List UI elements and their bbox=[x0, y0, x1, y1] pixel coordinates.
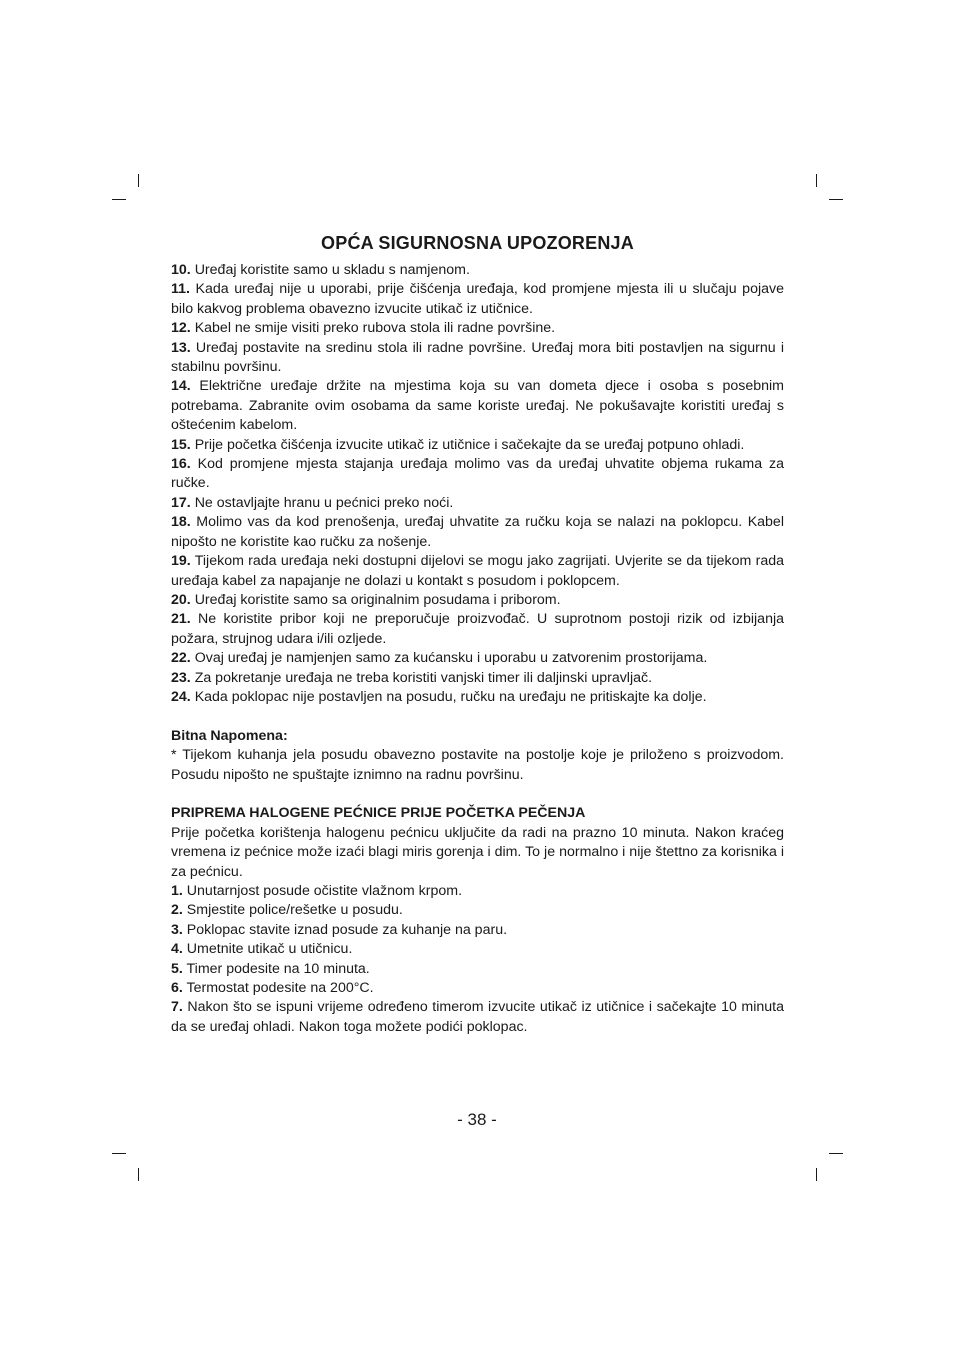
item-text: Za pokretanje uređaja ne treba koristiti vanjski timer ili daljinski upravljač. bbox=[194, 669, 653, 686]
item-number: 17. bbox=[171, 494, 191, 511]
list-item bbox=[171, 998, 784, 1037]
note-text: * Tijekom kuhanja jela posudu obavezno postavite na postolje koje je priloženo s proizvodom. Posudu nipošto ne spuštajte iznimno na radnu površinu. bbox=[171, 747, 784, 783]
item-number: 10. bbox=[171, 262, 191, 278]
list-item bbox=[171, 552, 784, 591]
crop-mark-bottom-left-horizontal bbox=[112, 1153, 126, 1154]
item-number: 4. bbox=[171, 941, 183, 958]
item-text: Električne uređaje držite na mjestima koja su van dometa djece i osoba s posebnim potrebama. Zabranite ovim osobama da same koriste uređaj. Ne pokušavajte koristiti uređaj s oštećenim kabelom. bbox=[171, 378, 784, 434]
item-text: Ne koristite pribor koji ne preporučuje proizvođač. U suprotnom postoji rizik od izbijanja požara, strujnog udara i/ili ozljede. bbox=[171, 611, 785, 647]
list-item bbox=[171, 280, 784, 319]
item-text: Umetnite utikač u utičnicu. bbox=[186, 941, 353, 958]
list-item bbox=[171, 669, 784, 688]
note-section bbox=[171, 727, 784, 785]
item-number: 3. bbox=[171, 921, 183, 938]
prep-section bbox=[171, 804, 784, 1037]
spacer bbox=[171, 707, 784, 726]
item-text: Molimo vas da kod prenošenja, uređaj uhvatite za ručku koja se nalazi na poklopcu. Kabel nipošto ne koristite kao ručku za nošenje. bbox=[171, 514, 784, 550]
item-number: 15. bbox=[171, 436, 191, 453]
section-intro: Prije početka korištenja halogenu pećnicu uključite da radi na prazno 10 minuta. Nakon kraćeg vremena iz pećnice može izaći blagi miris gorenja i dim. To je normalno i nije štettno za korisnika i za pećnicu. bbox=[171, 824, 784, 880]
document-body bbox=[171, 261, 784, 1037]
crop-mark-bottom-right-horizontal bbox=[829, 1153, 843, 1154]
item-number: 7. bbox=[171, 999, 183, 1016]
list-item bbox=[171, 339, 784, 378]
note-heading: Bitna Napomena: bbox=[171, 727, 288, 744]
list-item bbox=[171, 940, 784, 959]
item-text: Kada poklopac nije postavljen na posudu, ručku na uređaju ne pritiskajte ka dolje. bbox=[194, 688, 707, 705]
item-text: Smjestite police/rešetke u posudu. bbox=[186, 902, 403, 919]
list-item bbox=[171, 649, 784, 668]
item-text: Termostat podesite na 200°C. bbox=[186, 980, 374, 996]
crop-mark-bottom-right-vertical bbox=[816, 1168, 817, 1181]
item-text: Kod promjene mjesta stajanja uređaja molimo vas da uređaj uhvatite objema rukama za ručke. bbox=[171, 456, 784, 492]
item-number: 5. bbox=[171, 960, 183, 977]
crop-mark-top-right-vertical bbox=[816, 174, 817, 187]
item-number: 1. bbox=[171, 882, 183, 899]
crop-mark-top-right-horizontal bbox=[829, 199, 843, 200]
item-number: 13. bbox=[171, 339, 191, 356]
item-text: Unutarnjost posude očistite vlažnom krpom. bbox=[186, 882, 463, 899]
item-number: 20. bbox=[171, 591, 191, 608]
item-text: Kabel ne smije visiti preko rubova stola ili radne površine. bbox=[194, 320, 556, 337]
item-text: Uređaj koristite samo sa originalnim posudama i priborom. bbox=[194, 591, 561, 608]
list-item bbox=[171, 610, 784, 649]
warnings-list bbox=[171, 261, 784, 707]
list-item bbox=[171, 591, 784, 610]
list-item bbox=[171, 901, 784, 920]
item-number: 12. bbox=[171, 320, 191, 337]
item-number: 23. bbox=[171, 669, 191, 686]
item-number: 2. bbox=[171, 902, 183, 919]
item-text: Prije početka čišćenja izvucite utikač iz utičnice i sačekajte da se uređaj potpuno ohladi. bbox=[194, 436, 745, 453]
item-number: 16. bbox=[171, 456, 191, 473]
section-heading: PRIPREMA HALOGENE PEĆNICE PRIJE POČETKA PEČENJA bbox=[171, 805, 586, 822]
item-text: Ne ostavljajte hranu u pećnici preko noći. bbox=[194, 494, 454, 511]
item-text: Uređaj postavite na sredinu stola ili radne površine. Uređaj mora biti postavljen na sigurnu i stabilnu površinu. bbox=[171, 339, 784, 376]
item-text: Nakon što se ispuni vrijeme određeno timerom izvucite utikač iz utičnice i sačekajte 10 minuta da se uređaj ohladi. Nakon toga možete podići poklopac. bbox=[171, 999, 784, 1035]
item-text: Uređaj koristite samo u skladu s namjenom. bbox=[194, 262, 470, 278]
list-item bbox=[171, 261, 784, 280]
item-number: 24. bbox=[171, 688, 191, 705]
item-number: 19. bbox=[171, 553, 191, 570]
item-text: Ovaj uređaj je namjenjen samo za kućansku i uporabu u zatvorenim prostorijama. bbox=[194, 650, 708, 667]
item-text: Tijekom rada uređaja neki dostupni dijelovi se mogu jako zagrijati. Uvjerite se da tijekom rada uređaja kabel za napajanje ne dolazi u kontakt s posudom i poklopcem. bbox=[171, 553, 785, 589]
list-item bbox=[171, 455, 784, 494]
crop-mark-bottom-left-vertical bbox=[138, 1168, 139, 1181]
list-item bbox=[171, 436, 784, 455]
item-number: 22. bbox=[171, 650, 191, 667]
list-item bbox=[171, 979, 784, 998]
spacer bbox=[171, 785, 784, 804]
list-item bbox=[171, 921, 784, 940]
item-number: 6. bbox=[171, 980, 183, 996]
list-item bbox=[171, 882, 784, 901]
item-number: 18. bbox=[171, 514, 191, 531]
list-item bbox=[171, 513, 784, 552]
list-item bbox=[171, 319, 784, 338]
list-item bbox=[171, 377, 784, 435]
item-number: 21. bbox=[171, 611, 191, 628]
crop-mark-top-left-vertical bbox=[138, 174, 139, 187]
item-number: 11. bbox=[171, 281, 190, 298]
item-text: Timer podesite na 10 minuta. bbox=[186, 960, 370, 977]
list-item bbox=[171, 960, 784, 979]
item-text: Kada uređaj nije u uporabi, prije čišćenja uređaja, kod promjene mjesta ili u slučaju pojave bilo kakvog problema obavezno izvucite utikač iz utičnice. bbox=[171, 281, 784, 317]
list-item bbox=[171, 494, 784, 513]
page-number: - 38 - bbox=[457, 1110, 497, 1129]
crop-mark-top-left-horizontal bbox=[112, 199, 126, 200]
page-title: OPĆA SIGURNOSNA UPOZORENJA bbox=[321, 233, 634, 253]
item-text: Poklopac stavite iznad posude za kuhanje na paru. bbox=[186, 921, 508, 938]
item-number: 14. bbox=[171, 378, 191, 395]
list-item bbox=[171, 688, 784, 707]
